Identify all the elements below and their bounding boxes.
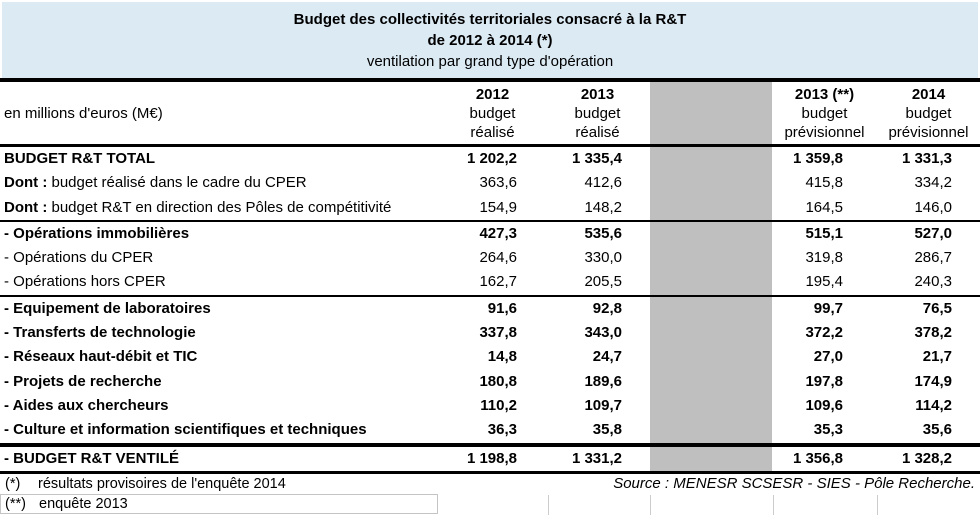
empty-gray-column-header (650, 82, 772, 144)
empty-gray-cell (650, 147, 772, 171)
cell-value: 35,8 (592, 421, 622, 439)
cell-value: 334,2 (914, 174, 952, 192)
cell-value: 35,3 (813, 421, 843, 439)
source-credit: Source : MENESR SCSESR - SIES - Pôle Recherche. (613, 474, 975, 492)
footnote-1-marker: (*) (5, 475, 21, 492)
cell-value: 363,6 (479, 174, 517, 192)
table-row (0, 394, 980, 418)
cell-value: 337,8 (479, 324, 517, 342)
cell-value: 343,0 (584, 324, 622, 342)
cell-value: 1 335,4 (571, 150, 622, 167)
column-sub1: budget (905, 105, 952, 122)
cell-value: 21,7 (922, 348, 952, 366)
column-header-row (0, 82, 980, 147)
gridline-artifact (877, 495, 878, 515)
title-line-1: Budget des collectivités territoriales consacré à la R&T (293, 10, 687, 28)
cell-value: 109,7 (584, 396, 622, 414)
row-label: - BUDGET R&T VENTILÉ (4, 449, 179, 467)
column-sub2: prévisionnel (784, 124, 865, 141)
table-row (0, 147, 980, 171)
cell-value: 330,0 (584, 249, 622, 267)
table-body (0, 147, 980, 474)
cell-value: 174,9 (914, 372, 952, 390)
cell-value: 1 331,3 (901, 150, 952, 167)
footnote-1-text: résultats provisoires de l'enquête 2014 (38, 475, 286, 492)
column-sub1: budget (801, 105, 848, 122)
table-row (0, 246, 980, 270)
empty-gray-cell (650, 321, 772, 345)
empty-gray-cell (650, 270, 772, 294)
cell-value: 372,2 (805, 324, 843, 342)
empty-gray-cell (650, 196, 772, 220)
cell-value: 535,6 (584, 224, 622, 242)
cell-value: 527,0 (914, 224, 952, 242)
row-label: - Equipement de laboratoires (4, 299, 211, 317)
cell-value: 1 331,2 (571, 449, 622, 467)
cell-value: 319,8 (805, 249, 843, 267)
unit-label: en millions d'euros (M€) (4, 104, 163, 122)
empty-gray-cell (650, 222, 772, 246)
cell-value: 154,9 (479, 198, 517, 216)
cell-value: 109,6 (805, 396, 843, 414)
footnote-2-text: enquête 2013 (39, 495, 128, 512)
cell-value: 412,6 (584, 174, 622, 192)
column-header-2013 (545, 82, 650, 144)
column-year: 2013 (**) (794, 86, 855, 103)
table-row (0, 171, 980, 195)
cell-value: 197,8 (805, 372, 843, 390)
row-label: - Opérations du CPER (4, 249, 154, 267)
gridline-artifact (773, 495, 774, 515)
cell-value: 180,8 (479, 372, 517, 390)
footnote-row-1 (0, 474, 980, 494)
table-row (0, 370, 980, 394)
cell-value: 146,0 (914, 198, 952, 216)
row-label: BUDGET R&T TOTAL (4, 150, 156, 167)
column-sub2: réalisé (575, 124, 620, 141)
empty-gray-cell (650, 394, 772, 418)
cell-value: 427,3 (479, 224, 517, 242)
cell-value: 415,8 (805, 174, 843, 192)
column-sub1: budget (469, 105, 516, 122)
column-sub2: prévisionnel (888, 124, 969, 141)
cell-value: 162,7 (479, 273, 517, 291)
empty-gray-cell (650, 171, 772, 195)
cell-value: 164,5 (805, 198, 843, 216)
cell-value: 264,6 (479, 249, 517, 267)
table-row (0, 447, 980, 474)
empty-gray-cell (650, 447, 772, 471)
cell-value: 1 356,8 (792, 449, 843, 467)
table-row (0, 222, 980, 246)
cell-value: 286,7 (914, 249, 952, 267)
cell-value: 91,6 (487, 299, 517, 317)
cell-value: 240,3 (914, 273, 952, 291)
title-line-2: de 2012 à 2014 (*) (427, 31, 553, 49)
cell-value: 148,2 (584, 198, 622, 216)
cell-value: 189,6 (584, 372, 622, 390)
empty-gray-cell (650, 370, 772, 394)
row-label: - Opérations hors CPER (4, 273, 166, 291)
table-row (0, 418, 980, 446)
empty-gray-cell (650, 246, 772, 270)
row-label: Dont : budget réalisé dans le cadre du CPER (4, 174, 307, 192)
column-header-2013-previsionnel (772, 82, 877, 144)
cell-value: 14,8 (487, 348, 517, 366)
gridline-artifact (548, 495, 549, 515)
cell-value: 114,2 (915, 396, 952, 414)
empty-gray-cell (650, 418, 772, 442)
cell-value: 1 328,2 (901, 449, 952, 467)
table-row (0, 196, 980, 222)
row-label: - Aides aux chercheurs (4, 396, 169, 414)
cell-value: 1 198,8 (466, 449, 517, 467)
cell-value: 92,8 (592, 299, 622, 317)
cell-value: 99,7 (813, 299, 843, 317)
row-label: - Réseaux haut-débit et TIC (4, 348, 198, 366)
footnote-2-cell (0, 494, 438, 514)
footnote-row-2 (0, 494, 980, 515)
cell-value: 1 202,2 (466, 150, 517, 167)
table-row (0, 297, 980, 321)
cell-value: 110,2 (480, 396, 517, 414)
table-row (0, 345, 980, 369)
column-sub2: réalisé (470, 124, 515, 141)
cell-value: 76,5 (922, 299, 952, 317)
row-label: - Transferts de technologie (4, 324, 196, 342)
cell-value: 36,3 (487, 421, 517, 439)
column-sub1: budget (574, 105, 621, 122)
cell-value: 1 359,8 (792, 150, 843, 167)
row-label: - Projets de recherche (4, 372, 162, 390)
column-year: 2013 (580, 86, 615, 103)
cell-value: 35,6 (922, 421, 952, 439)
cell-value: 195,4 (805, 273, 843, 291)
cell-value: 24,7 (592, 348, 622, 366)
footnote-2-marker: (**) (5, 495, 26, 512)
empty-gray-cell (650, 297, 772, 321)
gridline-artifact (650, 495, 651, 515)
table-row (0, 270, 980, 296)
title-subtitle: ventilation par grand type d'opération (366, 52, 614, 70)
table-row (0, 321, 980, 345)
column-year: 2014 (911, 86, 946, 103)
column-header-2014 (877, 82, 980, 144)
cell-value: 27,0 (813, 348, 843, 366)
row-label: Dont : budget R&T en direction des Pôles de compétitivité (4, 198, 392, 216)
empty-gray-cell (650, 345, 772, 369)
row-label: - Culture et information scientifiques et techniques (4, 421, 367, 439)
column-year: 2012 (475, 86, 510, 103)
cell-value: 378,2 (914, 324, 952, 342)
cell-value: 515,1 (805, 224, 843, 242)
row-label: - Opérations immobilières (4, 224, 190, 242)
table-title-box (2, 2, 978, 78)
column-header-2012 (440, 82, 545, 144)
cell-value: 205,5 (584, 273, 622, 291)
